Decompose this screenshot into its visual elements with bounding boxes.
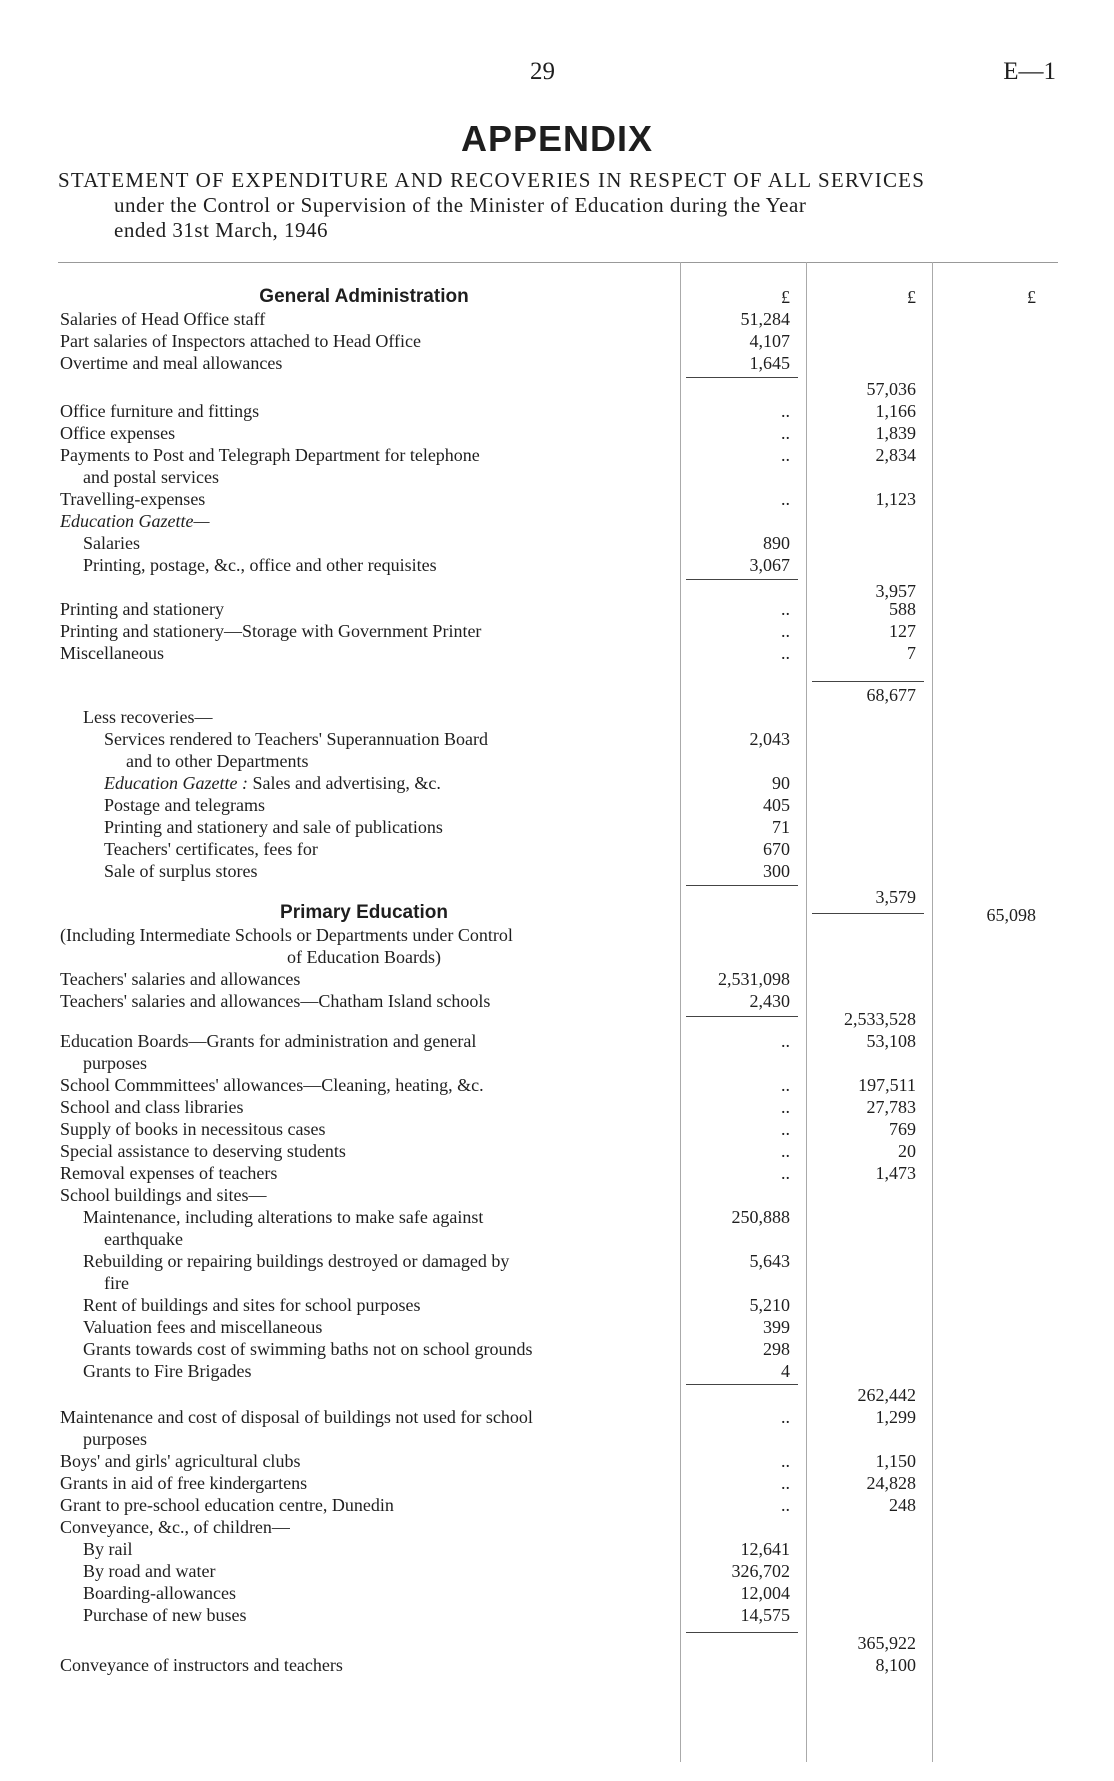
appendix-title: APPENDIX — [460, 118, 654, 159]
subtotal-row — [0, 1008, 1114, 1030]
row-value: 248 — [889, 1495, 916, 1515]
table-row — [0, 330, 1114, 352]
row-value: .. — [781, 1495, 790, 1515]
row-label: Postage and telegrams — [104, 795, 265, 815]
table-row — [0, 308, 1114, 330]
table-row — [0, 1516, 1114, 1538]
row-value: 250,888 — [731, 1207, 790, 1227]
row-value: 20 — [898, 1141, 916, 1161]
row-value: 27,783 — [866, 1097, 916, 1117]
row-label: Payments to Post and Telegraph Department for telephone — [60, 445, 480, 465]
table-row — [0, 422, 1114, 444]
table-row — [0, 1162, 1114, 1184]
row-label: Salaries of Head Office staff — [60, 309, 266, 329]
row-label: earthquake — [104, 1229, 183, 1249]
table-row — [0, 946, 1114, 968]
row-label: Rebuilding or repairing buildings destroyed or damaged by — [83, 1251, 510, 1271]
row-value: .. — [781, 1031, 790, 1051]
row-label: Overtime and meal allowances — [60, 353, 283, 373]
row-value: 1,839 — [875, 423, 916, 443]
row-label: Education Boards—Grants for administration and general — [60, 1031, 477, 1051]
row-label: Printing, postage, &c., office and other requisites — [83, 555, 437, 575]
table-row — [0, 1406, 1114, 1428]
row-value: 7 — [907, 643, 916, 663]
table-row-cont — [0, 1428, 1114, 1450]
row-value: 298 — [763, 1339, 790, 1359]
row-label: Miscellaneous — [60, 643, 164, 663]
row-label: of Education Boards) — [287, 947, 441, 967]
subtotal-value: 57,036 — [866, 379, 916, 399]
row-value: .. — [781, 423, 790, 443]
row-label: Rent of buildings and sites for school purposes — [83, 1295, 421, 1315]
row-label: purposes — [83, 1053, 147, 1073]
table-row — [0, 352, 1114, 374]
table-row — [0, 642, 1114, 664]
row-label: Valuation fees and miscellaneous — [83, 1317, 323, 1337]
subtotal-value: 3,957 — [875, 581, 916, 601]
table-row — [0, 1450, 1114, 1472]
table-row — [0, 1582, 1114, 1604]
row-label: Education Gazette— — [60, 511, 210, 531]
row-label: Printing and stationery and sale of publications — [104, 817, 443, 837]
row-value: 300 — [763, 861, 790, 881]
statement-line-3: ended 31st March, 1946 — [114, 218, 328, 242]
row-value: 5,643 — [749, 1251, 790, 1271]
table-row — [0, 1206, 1114, 1228]
row-label: Office furniture and fittings — [60, 401, 260, 421]
net-row — [0, 904, 1114, 926]
top-rule — [58, 262, 1058, 263]
table-row — [0, 532, 1114, 554]
subtotal-row — [0, 378, 1114, 400]
row-value: .. — [781, 599, 790, 619]
row-value: 4,107 — [749, 331, 790, 351]
row-value: 51,284 — [740, 309, 790, 329]
row-label: Boarding-allowances — [83, 1583, 236, 1603]
table-row — [0, 1360, 1114, 1382]
row-label: Conveyance, &c., of children— — [60, 1517, 290, 1537]
row-value: .. — [781, 489, 790, 509]
row-value: .. — [781, 1163, 790, 1183]
row-label: Teachers' salaries and allowances—Chatham Island schools — [60, 991, 491, 1011]
row-value: 12,004 — [740, 1583, 790, 1603]
row-label: Teachers' salaries and allowances — [60, 969, 301, 989]
net-value: 65,098 — [986, 905, 1036, 925]
row-value: 71 — [772, 817, 790, 837]
table-row — [0, 1118, 1114, 1140]
table-row — [0, 1316, 1114, 1338]
row-value: .. — [781, 1473, 790, 1493]
row-label: By road and water — [83, 1561, 216, 1581]
row-value: 326,702 — [731, 1561, 790, 1581]
table-row-cont — [0, 1052, 1114, 1074]
row-value: 2,531,098 — [718, 969, 790, 989]
row-value: 1,150 — [875, 1451, 916, 1471]
row-label — [104, 772, 668, 794]
table-row — [0, 400, 1114, 422]
row-value: 769 — [889, 1119, 916, 1139]
row-value: 5,210 — [749, 1295, 790, 1315]
table-row — [0, 860, 1114, 882]
row-label-text: Sales and advertising, &c. — [252, 773, 441, 793]
row-label: (Including Intermediate Schools or Departments under Control — [60, 925, 513, 945]
table-row-cont — [0, 1228, 1114, 1250]
table-row — [0, 1030, 1114, 1052]
row-label: Printing and stationery—Storage with Government Printer — [60, 621, 482, 641]
row-label: Sale of surplus stores — [104, 861, 258, 881]
total-rule — [812, 681, 924, 682]
row-label: Part salaries of Inspectors attached to Head Office — [60, 331, 422, 351]
row-value: 2,043 — [749, 729, 790, 749]
table-row — [0, 968, 1114, 990]
row-value: .. — [781, 1119, 790, 1139]
row-label: Maintenance and cost of disposal of buildings not used for school — [60, 1407, 533, 1427]
table-row — [0, 816, 1114, 838]
col-header-3: £ — [1027, 287, 1036, 307]
col-header-2: £ — [907, 287, 916, 307]
row-value: 12,641 — [740, 1539, 790, 1559]
row-label: School Commmittees' allowances—Cleaning, heating, &c. — [60, 1075, 484, 1095]
col-header-1: £ — [781, 287, 790, 307]
row-value: 1,473 — [875, 1163, 916, 1183]
table-row — [0, 772, 1114, 794]
row-label: Grants in aid of free kindergartens — [60, 1473, 308, 1493]
row-value: 588 — [889, 599, 916, 619]
row-value: 1,123 — [875, 489, 916, 509]
row-value: 1,299 — [875, 1407, 916, 1427]
row-label: and to other Departments — [126, 751, 309, 771]
table-row-cont — [0, 750, 1114, 772]
row-value: 14,575 — [740, 1605, 790, 1625]
subtotal-value: 2,533,528 — [844, 1009, 916, 1029]
row-label: Grants to Fire Brigades — [83, 1361, 252, 1381]
row-label: Supply of books in necessitous cases — [60, 1119, 326, 1139]
row-value: 2,834 — [875, 445, 916, 465]
row-value: .. — [781, 1141, 790, 1161]
row-value: 3,067 — [749, 555, 790, 575]
row-value: .. — [781, 1451, 790, 1471]
row-label: Maintenance, including alterations to make safe against — [83, 1207, 484, 1227]
row-label: Travelling-expenses — [60, 489, 206, 509]
row-label: Removal expenses of teachers — [60, 1163, 278, 1183]
row-label: Printing and stationery — [60, 599, 224, 619]
table-row — [0, 488, 1114, 510]
row-value: .. — [781, 1075, 790, 1095]
table-row — [0, 1560, 1114, 1582]
table-row — [0, 1472, 1114, 1494]
row-value: 890 — [763, 533, 790, 553]
row-value: .. — [781, 1407, 790, 1427]
row-value: 8,100 — [875, 1655, 916, 1675]
subtotal-row — [0, 1632, 1114, 1654]
row-value: 127 — [889, 621, 916, 641]
subtotal-value: 262,442 — [857, 1385, 916, 1405]
statement-line-1: STATEMENT OF EXPENDITURE AND RECOVERIES IN RESPECT OF ALL SERVICES — [58, 168, 926, 192]
table-row — [0, 1184, 1114, 1206]
row-label: purposes — [83, 1429, 147, 1449]
row-label: Special assistance to deserving students — [60, 1141, 346, 1161]
row-value: .. — [781, 401, 790, 421]
table-row-cont — [0, 1272, 1114, 1294]
section-code: E—1 — [1003, 58, 1056, 85]
row-value: .. — [781, 445, 790, 465]
table-row — [0, 1538, 1114, 1560]
section-heading: Primary Education — [280, 902, 448, 923]
row-label: Grants towards cost of swimming baths not on school grounds — [83, 1339, 533, 1359]
table-row — [0, 1096, 1114, 1118]
table-row — [0, 598, 1114, 620]
table-row — [0, 706, 1114, 728]
row-value: 53,108 — [866, 1031, 916, 1051]
row-value: 4 — [781, 1361, 790, 1381]
table-row — [0, 1604, 1114, 1626]
row-value: 399 — [763, 1317, 790, 1337]
table-row — [0, 794, 1114, 816]
row-label: Teachers' certificates, fees for — [104, 839, 318, 859]
row-label: Purchase of new buses — [83, 1605, 247, 1625]
table-row — [0, 838, 1114, 860]
total-value: 68,677 — [866, 685, 916, 705]
table-row — [0, 1250, 1114, 1272]
subtotal-row — [0, 1384, 1114, 1406]
general-heading-row — [0, 286, 1114, 308]
row-value: .. — [781, 643, 790, 663]
row-value: 1,166 — [875, 401, 916, 421]
subtotal-value: 365,922 — [857, 1633, 916, 1653]
statement-title — [58, 168, 1058, 243]
row-label: Office expenses — [60, 423, 176, 443]
row-label: fire — [104, 1273, 129, 1293]
total-row — [0, 684, 1114, 706]
table-row — [0, 1140, 1114, 1162]
table-row — [0, 1654, 1114, 1676]
row-value: 670 — [763, 839, 790, 859]
table-row — [0, 510, 1114, 532]
row-value: .. — [781, 1097, 790, 1117]
row-value: .. — [781, 621, 790, 641]
row-value: 2,430 — [749, 991, 790, 1011]
page-number: 29 — [530, 58, 555, 85]
row-label: Conveyance of instructors and teachers — [60, 1655, 343, 1675]
table-row-cont — [0, 466, 1114, 488]
row-value: 90 — [772, 773, 790, 793]
row-label: Less recoveries— — [83, 707, 213, 727]
table-row — [0, 728, 1114, 750]
row-value: 197,511 — [858, 1075, 916, 1095]
row-label: Grant to pre-school education centre, Dunedin — [60, 1495, 394, 1515]
row-label: School buildings and sites— — [60, 1185, 267, 1205]
row-value: 1,645 — [749, 353, 790, 373]
row-label: By rail — [83, 1539, 133, 1559]
table-row — [0, 1494, 1114, 1516]
table-row — [0, 1338, 1114, 1360]
row-label: and postal services — [83, 467, 219, 487]
row-value: 405 — [763, 795, 790, 815]
subtotal-value: 3,579 — [875, 887, 916, 907]
gazette-italic: Education Gazette : — [104, 773, 248, 793]
table-row — [0, 620, 1114, 642]
row-label: Services rendered to Teachers' Superannuation Board — [104, 729, 489, 749]
row-label: School and class libraries — [60, 1097, 244, 1117]
table-row — [0, 444, 1114, 466]
table-row — [0, 1074, 1114, 1096]
row-label: Salaries — [83, 533, 140, 553]
section-heading: General Administration — [259, 286, 469, 307]
table-row — [0, 554, 1114, 576]
row-value: 24,828 — [866, 1473, 916, 1493]
row-label: Boys' and girls' agricultural clubs — [60, 1451, 301, 1471]
statement-line-2: under the Control or Supervision of the Minister of Education during the Year — [114, 193, 807, 217]
table-row — [0, 1294, 1114, 1316]
table-row — [0, 924, 1114, 946]
